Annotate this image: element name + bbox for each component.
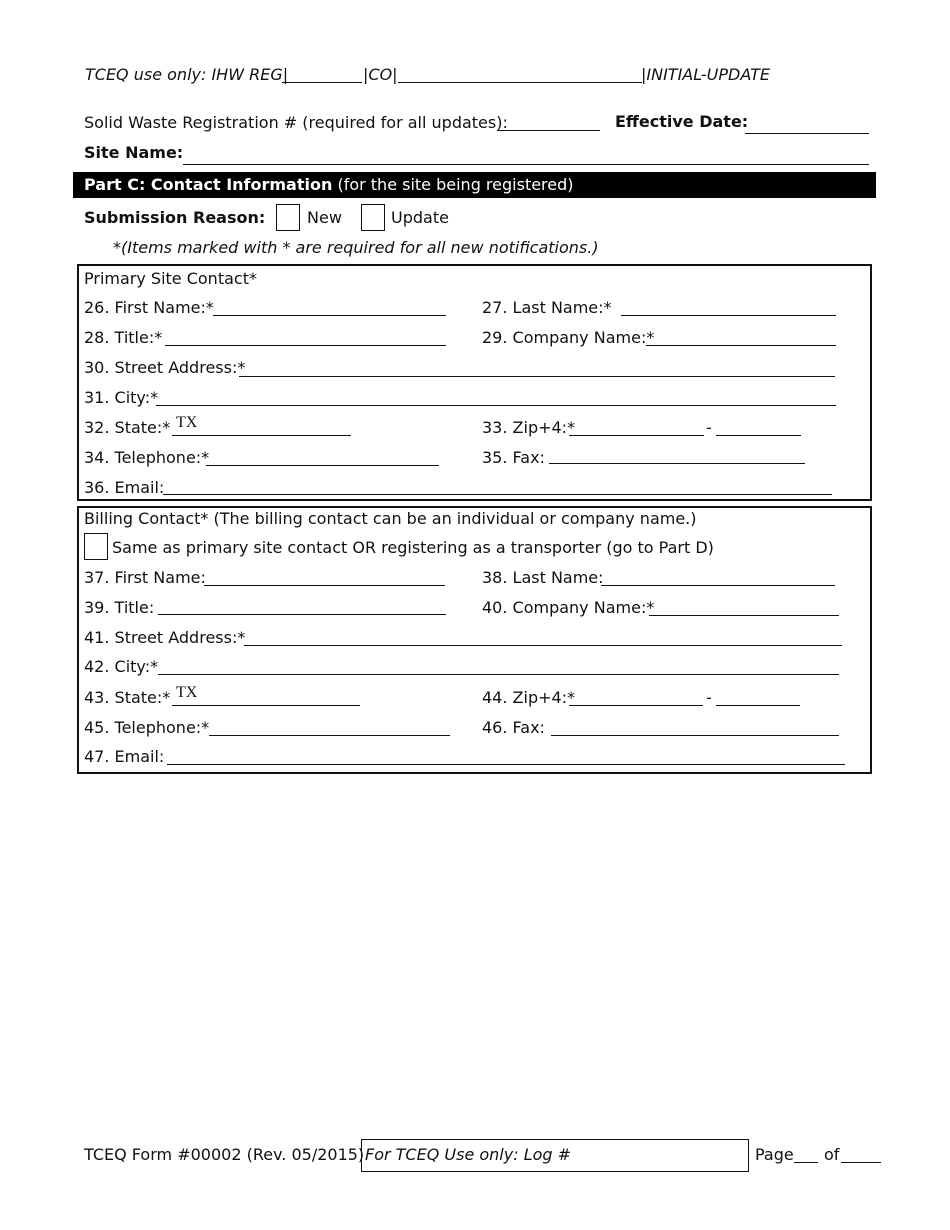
primary-last-name-label: 27. Last Name:*	[482, 298, 612, 317]
primary-company-label: 29. Company Name:*	[482, 328, 655, 347]
primary-telephone-field[interactable]	[206, 465, 439, 466]
primary-city-field[interactable]	[156, 405, 836, 406]
required-note: *(Items marked with * are required for all new notifications.)	[113, 238, 599, 257]
registration-number-label: Solid Waste Registration # (required for all updates):	[84, 113, 508, 132]
update-checkbox[interactable]	[361, 204, 385, 231]
billing-street-field[interactable]	[244, 645, 842, 646]
same-as-primary-checkbox[interactable]	[84, 533, 108, 560]
page-label: Page	[755, 1145, 794, 1164]
billing-first-name-field[interactable]	[204, 585, 445, 586]
primary-company-field[interactable]	[646, 345, 836, 346]
co-label: |CO|	[363, 65, 398, 84]
billing-street-label: 41. Street Address:*	[84, 628, 246, 647]
co-field[interactable]	[398, 82, 642, 83]
billing-last-name-label: 38. Last Name:	[482, 568, 604, 587]
primary-first-name-label: 26. First Name:*	[84, 298, 214, 317]
billing-contact-heading: Billing Contact* (The billing contact can be an individual or company name.)	[84, 509, 697, 528]
primary-zip-field[interactable]	[569, 435, 704, 436]
primary-city-label: 31. City:*	[84, 388, 159, 407]
billing-zip-label: 44. Zip+4:*	[482, 688, 576, 707]
site-name-field[interactable]	[183, 164, 869, 165]
billing-company-field[interactable]	[649, 615, 839, 616]
log-number-box[interactable]	[361, 1139, 749, 1172]
billing-company-label: 40. Company Name:*	[482, 598, 655, 617]
billing-city-label: 42. City:*	[84, 657, 159, 676]
billing-zip4-field[interactable]	[716, 705, 800, 706]
primary-title-label: 28. Title:*	[84, 328, 163, 347]
primary-street-label: 30. Street Address:*	[84, 358, 246, 377]
billing-telephone-label: 45. Telephone:*	[84, 718, 210, 737]
primary-telephone-label: 34. Telephone:*	[84, 448, 210, 467]
billing-zip-field[interactable]	[569, 705, 703, 706]
primary-zip-dash: -	[706, 418, 712, 437]
billing-city-field[interactable]	[158, 674, 839, 675]
billing-title-field[interactable]	[158, 614, 446, 615]
billing-telephone-field[interactable]	[209, 735, 450, 736]
page-total-field[interactable]	[841, 1162, 881, 1163]
ihw-reg-field[interactable]	[282, 82, 362, 83]
page-number-field[interactable]	[794, 1162, 818, 1163]
effective-date-label: Effective Date:	[615, 112, 749, 131]
update-label: Update	[391, 208, 449, 227]
primary-zip-label: 33. Zip+4:*	[482, 418, 576, 437]
billing-zip-dash: -	[706, 688, 712, 707]
billing-last-name-field[interactable]	[601, 585, 835, 586]
primary-first-name-field[interactable]	[213, 315, 446, 316]
primary-fax-field[interactable]	[549, 463, 805, 464]
site-name-label: Site Name:	[84, 143, 184, 162]
registration-number-field[interactable]	[497, 130, 600, 131]
primary-last-name-field[interactable]	[621, 315, 836, 316]
part-c-subtitle: (for the site being registered)	[332, 175, 574, 194]
billing-fax-label: 46. Fax:	[482, 718, 545, 737]
primary-state-label: 32. State:*	[84, 418, 171, 437]
primary-email-label: 36. Email:	[84, 478, 165, 497]
billing-email-label: 47. Email:	[84, 747, 165, 766]
primary-state-value[interactable]: TX	[176, 414, 198, 431]
log-number-label: For TCEQ Use only: Log #	[365, 1145, 572, 1164]
billing-first-name-label: 37. First Name:	[84, 568, 206, 587]
billing-state-field[interactable]	[172, 705, 360, 706]
new-label: New	[307, 208, 342, 227]
billing-state-value[interactable]: TX	[176, 684, 198, 701]
initial-update-label: |INITIAL-UPDATE	[641, 65, 771, 84]
tceq-use-only-label: TCEQ use only: IHW REG|	[85, 65, 289, 84]
billing-email-field[interactable]	[167, 764, 845, 765]
primary-fax-label: 35. Fax:	[482, 448, 545, 467]
same-as-primary-label: Same as primary site contact OR registering as a transporter (go to Part D)	[112, 538, 714, 557]
part-c-header	[73, 172, 876, 198]
primary-state-field[interactable]	[172, 435, 351, 436]
submission-reason-label: Submission Reason:	[84, 208, 266, 227]
effective-date-field[interactable]	[745, 133, 869, 134]
part-c-title: Part C: Contact Information	[84, 175, 333, 194]
billing-state-label: 43. State:*	[84, 688, 171, 707]
primary-zip4-field[interactable]	[716, 435, 801, 436]
form-number: TCEQ Form #00002 (Rev. 05/2015)	[84, 1145, 365, 1164]
new-checkbox[interactable]	[276, 204, 300, 231]
primary-street-field[interactable]	[239, 376, 835, 377]
primary-contact-heading: Primary Site Contact*	[84, 269, 257, 288]
page-of-label: of	[824, 1145, 840, 1164]
billing-fax-field[interactable]	[551, 735, 839, 736]
billing-title-label: 39. Title:	[84, 598, 155, 617]
primary-email-field[interactable]	[163, 494, 832, 495]
primary-title-field[interactable]	[165, 345, 446, 346]
